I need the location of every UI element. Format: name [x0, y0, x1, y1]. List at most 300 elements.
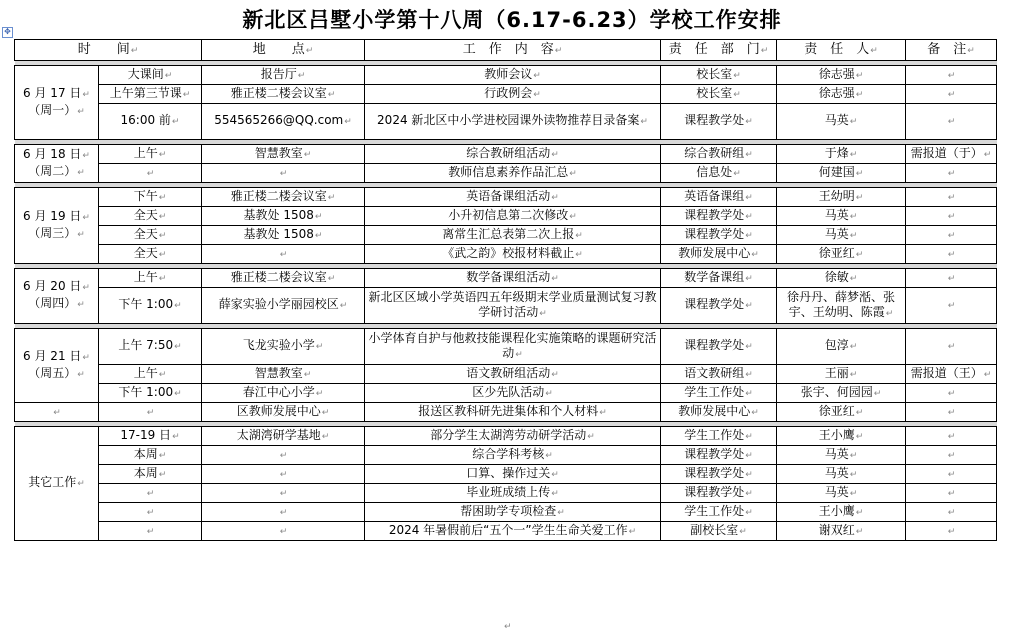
- dept-cell[interactable]: [661, 484, 777, 503]
- note-cell[interactable]: [906, 403, 997, 422]
- dept-cell[interactable]: [661, 164, 777, 183]
- note-cell[interactable]: [906, 226, 997, 245]
- cell-text: 王小鹰: [818, 503, 855, 518]
- paragraph-mark: ↵: [947, 342, 956, 352]
- paragraph-mark: ↵: [174, 301, 182, 311]
- paragraph-mark: ↵: [873, 388, 882, 399]
- paragraph-mark: ↵: [158, 230, 167, 241]
- paragraph-mark: ↵: [539, 308, 547, 319]
- place-cell[interactable]: [202, 365, 365, 384]
- paragraph-mark: ↵: [745, 211, 753, 222]
- note-cell[interactable]: [906, 207, 997, 226]
- cell-text: 本周: [133, 446, 158, 461]
- paragraph-mark: ↵: [315, 388, 324, 399]
- place-cell[interactable]: [202, 465, 365, 484]
- cell-text: 报送区教科研先进集体和个人材料: [418, 403, 599, 418]
- paragraph-mark: ↵: [745, 192, 753, 203]
- dept-cell[interactable]: [661, 145, 777, 164]
- paragraph-mark: ↵: [855, 192, 864, 203]
- paragraph-mark: ↵: [849, 369, 858, 380]
- time-cell[interactable]: [99, 329, 202, 365]
- place-cell[interactable]: [202, 384, 365, 403]
- cell-text: 英语备课组: [684, 188, 745, 203]
- paragraph-mark: ↵: [551, 469, 559, 480]
- paragraph-mark: ↵: [947, 388, 956, 399]
- content-cell[interactable]: [365, 329, 661, 365]
- paragraph-mark: ↵: [82, 283, 90, 293]
- paragraph-mark: ↵: [321, 431, 330, 442]
- content-cell[interactable]: [365, 465, 661, 484]
- cell-text: 飞龙实验小学: [242, 338, 315, 352]
- place-cell[interactable]: [202, 188, 365, 207]
- paragraph-mark: ↵: [849, 273, 858, 284]
- place-cell[interactable]: [202, 145, 365, 164]
- content-cell[interactable]: [365, 384, 661, 403]
- time-cell[interactable]: [99, 484, 202, 503]
- time-cell[interactable]: [99, 104, 202, 140]
- paragraph-mark: ↵: [733, 168, 741, 179]
- content-cell[interactable]: [365, 365, 661, 384]
- time-cell[interactable]: [99, 503, 202, 522]
- note-cell[interactable]: [906, 164, 997, 183]
- cell-text: 上午: [133, 145, 158, 160]
- content-cell[interactable]: [365, 403, 661, 422]
- cell-text: 马英: [824, 226, 849, 241]
- day-cell[interactable]: [15, 329, 99, 403]
- place-cell[interactable]: [202, 207, 365, 226]
- paragraph-mark: ↵: [947, 192, 956, 203]
- time-cell[interactable]: [99, 403, 202, 422]
- table-row: [15, 427, 997, 446]
- cell-text: 徐亚红: [818, 245, 855, 260]
- cell-text: 口算、操作过关: [466, 465, 551, 480]
- paragraph-mark: ↵: [515, 349, 523, 360]
- paragraph-mark: ↵: [82, 352, 90, 363]
- paragraph-mark: ↵: [885, 308, 894, 319]
- paragraph-mark: ↵: [733, 89, 741, 100]
- content-cell[interactable]: [365, 484, 661, 503]
- place-cell[interactable]: [202, 522, 365, 541]
- paragraph-mark: ↵: [575, 249, 583, 260]
- person-cell[interactable]: [777, 145, 906, 164]
- day-cell[interactable]: [15, 269, 99, 324]
- paragraph-mark: ↵: [551, 273, 559, 284]
- paragraph-mark: ↵: [533, 89, 541, 100]
- person-cell[interactable]: [777, 188, 906, 207]
- person-cell[interactable]: [777, 384, 906, 403]
- paragraph-mark: ↵: [947, 450, 956, 461]
- time-cell[interactable]: [99, 522, 202, 541]
- content-cell[interactable]: [365, 446, 661, 465]
- place-cell[interactable]: [202, 446, 365, 465]
- person-cell[interactable]: [777, 365, 906, 384]
- place-cell[interactable]: [202, 269, 365, 288]
- time-cell[interactable]: [99, 269, 202, 288]
- cell-text: 校长室: [696, 66, 733, 81]
- content-cell[interactable]: [365, 85, 661, 104]
- place-cell[interactable]: [202, 245, 365, 264]
- cell-text: 课程教学处: [684, 338, 745, 352]
- person-cell[interactable]: [777, 226, 906, 245]
- paragraph-mark: ↵: [305, 45, 314, 56]
- note-cell[interactable]: [906, 104, 997, 140]
- time-cell[interactable]: [99, 226, 202, 245]
- day-weekday: （周四）: [28, 296, 77, 310]
- person-cell[interactable]: [777, 66, 906, 85]
- dept-cell[interactable]: [661, 522, 777, 541]
- person-cell[interactable]: [777, 85, 906, 104]
- paragraph-mark: ↵: [158, 369, 167, 380]
- note-cell[interactable]: [906, 188, 997, 207]
- person-cell[interactable]: [777, 522, 906, 541]
- cell-text: 小学体育自护与他救技能课程化实施策略的课题研究活动: [368, 330, 657, 360]
- cell-text: 全天: [133, 207, 158, 222]
- cell-text: 何建国: [818, 164, 855, 179]
- day-date: 6 月 21 日: [23, 348, 82, 363]
- paragraph-mark: ↵: [82, 212, 90, 223]
- note-cell[interactable]: [906, 288, 997, 324]
- note-cell[interactable]: [906, 269, 997, 288]
- paragraph-mark: ↵: [569, 211, 577, 222]
- cell-text: 小升初信息第二次修改: [448, 207, 569, 222]
- paragraph-mark: ↵: [551, 192, 559, 203]
- table-row: [15, 484, 997, 503]
- paragraph-mark: ↵: [587, 431, 595, 442]
- note-cell[interactable]: [906, 427, 997, 446]
- note-cell[interactable]: [906, 446, 997, 465]
- dept-cell[interactable]: [661, 188, 777, 207]
- paragraph-mark: ↵: [870, 45, 878, 56]
- paragraph-mark: ↵: [855, 89, 864, 100]
- paragraph-mark: ↵: [947, 230, 956, 241]
- cell-text: 语文教研组活动: [466, 365, 551, 380]
- person-cell[interactable]: [777, 503, 906, 522]
- time-cell[interactable]: [99, 85, 202, 104]
- place-cell[interactable]: [202, 104, 365, 140]
- paragraph-mark: ↵: [751, 249, 759, 260]
- paragraph-mark: ↵: [855, 168, 864, 179]
- place-cell[interactable]: [202, 484, 365, 503]
- content-cell[interactable]: [365, 104, 661, 140]
- table-row: [15, 226, 997, 245]
- content-cell[interactable]: [365, 427, 661, 446]
- place-cell[interactable]: [202, 164, 365, 183]
- cell-text: 马英: [824, 207, 849, 222]
- paragraph-mark: ↵: [158, 192, 167, 203]
- person-cell[interactable]: [777, 288, 906, 324]
- day-weekday: （周三）: [28, 225, 77, 240]
- content-cell[interactable]: [365, 226, 661, 245]
- paragraph-mark: ↵: [533, 70, 541, 81]
- other-work-cell[interactable]: [15, 427, 99, 541]
- cell-text: 马英: [824, 484, 849, 499]
- content-cell[interactable]: [365, 245, 661, 264]
- cell-text: 工 作 内 容: [462, 41, 554, 57]
- paragraph-mark: ↵: [947, 273, 956, 284]
- place-cell[interactable]: [202, 85, 365, 104]
- person-cell[interactable]: [777, 329, 906, 365]
- table-row: [15, 403, 997, 422]
- paragraph-mark: ↵: [53, 407, 61, 418]
- paragraph-mark: ↵: [279, 168, 288, 179]
- paragraph-mark: ↵: [545, 450, 553, 461]
- place-cell[interactable]: [202, 226, 365, 245]
- dept-cell[interactable]: [661, 85, 777, 104]
- paragraph-mark: ↵: [158, 149, 167, 160]
- dept-cell[interactable]: [661, 329, 777, 365]
- time-cell[interactable]: [99, 207, 202, 226]
- dept-cell[interactable]: [661, 269, 777, 288]
- day-weekday: （周一）: [28, 102, 77, 117]
- cell-text: 责 任 人: [804, 41, 870, 57]
- person-cell[interactable]: [777, 269, 906, 288]
- day-cell[interactable]: [15, 145, 99, 183]
- paragraph-mark: ↵: [745, 431, 753, 442]
- paragraph-mark: ↵: [947, 168, 956, 179]
- cell-text: 学生工作处: [684, 427, 745, 442]
- paragraph-mark: ↵: [599, 407, 607, 418]
- paragraph-mark: ↵: [554, 45, 563, 56]
- dept-cell[interactable]: [661, 365, 777, 384]
- paragraph-mark: ↵: [983, 149, 992, 160]
- cell-text: 包淳: [824, 338, 849, 352]
- cell-text: 徐志强: [818, 66, 855, 81]
- cell-text: 时 间: [77, 41, 130, 57]
- cell-text: 谢双红: [818, 522, 855, 537]
- paragraph-mark: ↵: [575, 230, 583, 241]
- paragraph-mark: ↵: [77, 167, 85, 178]
- paragraph-mark: ↵: [947, 488, 956, 499]
- place-cell[interactable]: [202, 503, 365, 522]
- time-cell[interactable]: [99, 164, 202, 183]
- content-cell[interactable]: [365, 288, 661, 324]
- day-cell[interactable]: [15, 403, 99, 422]
- paragraph-mark: ↵: [303, 149, 312, 160]
- cell-text: 本周: [133, 465, 158, 480]
- column-header[interactable]: [365, 40, 661, 61]
- cell-text: 帮困助学专项检查: [460, 503, 557, 518]
- paragraph-mark: ↵: [327, 273, 336, 284]
- cell-text: 数学备课组活动: [466, 269, 551, 284]
- person-cell[interactable]: [777, 164, 906, 183]
- paragraph-mark: ↵: [640, 117, 648, 127]
- place-cell[interactable]: [202, 288, 365, 324]
- cell-text: 责 任 部 门: [668, 41, 760, 57]
- person-cell[interactable]: [777, 207, 906, 226]
- dept-cell[interactable]: [661, 427, 777, 446]
- column-header[interactable]: [15, 40, 202, 61]
- paragraph-mark: ↵: [551, 488, 559, 499]
- content-cell[interactable]: [365, 66, 661, 85]
- paragraph-mark: ↵: [739, 526, 747, 537]
- paragraph-mark: ↵: [745, 450, 753, 461]
- cell-text: 区教师发展中心: [236, 403, 321, 418]
- dept-cell[interactable]: [661, 66, 777, 85]
- time-cell[interactable]: [99, 145, 202, 164]
- time-cell[interactable]: [99, 288, 202, 324]
- paragraph-mark: ↵: [339, 301, 348, 311]
- schedule-table: [14, 39, 997, 541]
- paragraph-mark: ↵: [279, 450, 288, 461]
- dept-cell[interactable]: [661, 207, 777, 226]
- cell-text: 课程教学处: [684, 207, 745, 222]
- time-cell[interactable]: [99, 245, 202, 264]
- cell-text: 语文教研组: [684, 365, 745, 380]
- table-row: [15, 188, 997, 207]
- cell-text: 智慧教室: [254, 145, 303, 160]
- paragraph-mark: ↵: [82, 150, 90, 161]
- paragraph-mark: ↵: [569, 168, 577, 179]
- time-cell[interactable]: [99, 66, 202, 85]
- note-cell[interactable]: [906, 245, 997, 264]
- paragraph-mark: ↵: [745, 507, 753, 518]
- note-cell[interactable]: [906, 85, 997, 104]
- day-cell[interactable]: [15, 188, 99, 264]
- paragraph-mark: ↵: [751, 407, 759, 418]
- dept-cell[interactable]: [661, 384, 777, 403]
- paragraph-mark: ↵: [849, 469, 858, 480]
- place-cell[interactable]: [202, 427, 365, 446]
- cell-text: 薛家实验小学丽园校区: [218, 297, 339, 311]
- paragraph-mark: ↵: [279, 249, 288, 260]
- time-cell[interactable]: [99, 365, 202, 384]
- paragraph-mark: ↵: [279, 488, 288, 499]
- paragraph-mark: ↵: [171, 117, 180, 127]
- paragraph-mark: ↵: [297, 70, 306, 81]
- cell-text: 智慧教室: [254, 365, 303, 380]
- person-cell[interactable]: [777, 484, 906, 503]
- cell-text: 王丽: [824, 365, 849, 380]
- cell-text: 地 点: [252, 41, 305, 57]
- time-cell[interactable]: [99, 446, 202, 465]
- paragraph-mark: ↵: [947, 249, 956, 260]
- content-cell[interactable]: [365, 188, 661, 207]
- person-cell[interactable]: [777, 403, 906, 422]
- day-cell[interactable]: [15, 66, 99, 140]
- note-cell[interactable]: [906, 503, 997, 522]
- cell-text: 综合教研组: [684, 145, 745, 160]
- note-cell[interactable]: [906, 66, 997, 85]
- paragraph-mark: ↵: [760, 45, 769, 56]
- table-row: [15, 365, 997, 384]
- dept-cell[interactable]: [661, 104, 777, 140]
- paragraph-mark: ↵: [146, 488, 155, 499]
- time-cell[interactable]: [99, 188, 202, 207]
- paragraph-mark: ↵: [77, 106, 85, 117]
- paragraph-mark: ↵: [158, 211, 167, 222]
- paragraph-mark: ↵: [77, 369, 85, 380]
- cell-text: 备 注: [927, 41, 967, 57]
- cell-text: 课程教学处: [684, 484, 745, 499]
- paragraph-mark: ↵: [158, 249, 167, 260]
- note-cell[interactable]: [906, 522, 997, 541]
- dept-cell[interactable]: [661, 226, 777, 245]
- person-cell[interactable]: [777, 245, 906, 264]
- cell-text: 张宇、何园园: [800, 384, 873, 399]
- paragraph-mark: ↵: [314, 230, 323, 241]
- day-date: 6 月 18 日: [23, 146, 82, 161]
- table-row: [15, 329, 997, 365]
- content-cell[interactable]: [365, 269, 661, 288]
- column-header[interactable]: [661, 40, 777, 61]
- person-cell[interactable]: [777, 446, 906, 465]
- place-cell[interactable]: [202, 66, 365, 85]
- dept-cell[interactable]: [661, 465, 777, 484]
- paragraph-mark: ↵: [947, 469, 956, 480]
- paragraph-mark: ↵: [745, 369, 753, 380]
- table-row: [15, 145, 997, 164]
- paragraph-mark: ↵: [77, 300, 85, 310]
- dept-cell[interactable]: [661, 446, 777, 465]
- paragraph-mark: ↵: [745, 301, 753, 311]
- person-cell[interactable]: [777, 465, 906, 484]
- cell-text: 于烽: [824, 145, 849, 160]
- content-cell[interactable]: [365, 145, 661, 164]
- note-cell[interactable]: [906, 365, 997, 384]
- content-cell[interactable]: [365, 503, 661, 522]
- dept-cell[interactable]: [661, 403, 777, 422]
- paragraph-mark: ↵: [77, 479, 85, 489]
- person-cell[interactable]: [777, 104, 906, 140]
- time-cell[interactable]: [99, 427, 202, 446]
- paragraph-mark: ↵: [327, 192, 336, 203]
- paragraph-mark: ↵: [967, 45, 975, 56]
- note-cell[interactable]: [906, 145, 997, 164]
- column-header[interactable]: [202, 40, 365, 61]
- paragraph-mark: ↵: [174, 388, 182, 399]
- cell-text: 太湖湾研学基地: [236, 427, 321, 442]
- cell-text: 行政例会: [484, 85, 533, 100]
- paragraph-mark: ↵: [130, 45, 139, 56]
- paragraph-mark: ↵: [947, 70, 956, 81]
- note-cell[interactable]: [906, 465, 997, 484]
- cell-text: 部分学生太湖湾劳动研学活动: [430, 427, 587, 442]
- cell-text: 全天: [133, 245, 158, 260]
- paragraph-mark: ↵: [849, 230, 858, 241]
- paragraph-mark: ↵: [947, 431, 956, 442]
- note-cell[interactable]: [906, 484, 997, 503]
- dept-cell[interactable]: [661, 245, 777, 264]
- cell-text: 上午第三节课: [109, 85, 182, 100]
- cell-text: 16:00 前: [120, 113, 171, 127]
- table-move-handle-icon[interactable]: ✥: [2, 27, 13, 38]
- paragraph-mark: ↵: [849, 342, 858, 352]
- column-header[interactable]: [906, 40, 997, 61]
- place-cell[interactable]: [202, 329, 365, 365]
- content-cell[interactable]: [365, 207, 661, 226]
- cell-text: 雅正楼二楼会议室: [230, 188, 327, 203]
- paragraph-mark: ↵: [172, 431, 180, 442]
- time-cell[interactable]: [99, 465, 202, 484]
- note-cell[interactable]: [906, 329, 997, 365]
- content-cell[interactable]: [365, 164, 661, 183]
- content-cell[interactable]: [365, 522, 661, 541]
- dept-cell[interactable]: [661, 288, 777, 324]
- time-cell[interactable]: [99, 384, 202, 403]
- paragraph-mark: ↵: [745, 149, 753, 160]
- note-cell[interactable]: [906, 384, 997, 403]
- paragraph-mark: ↵: [849, 211, 858, 222]
- dept-cell[interactable]: [661, 503, 777, 522]
- table-row: [15, 522, 997, 541]
- cell-text: 2024 年暑假前后“五个一”学生生命关爱工作: [388, 522, 628, 537]
- column-header[interactable]: [777, 40, 906, 61]
- person-cell[interactable]: [777, 427, 906, 446]
- cell-text: 课程教学处: [684, 465, 745, 480]
- cell-text: 《武之韵》校报材料截止: [442, 245, 575, 260]
- paragraph-mark: ↵: [321, 407, 330, 418]
- place-cell[interactable]: [202, 403, 365, 422]
